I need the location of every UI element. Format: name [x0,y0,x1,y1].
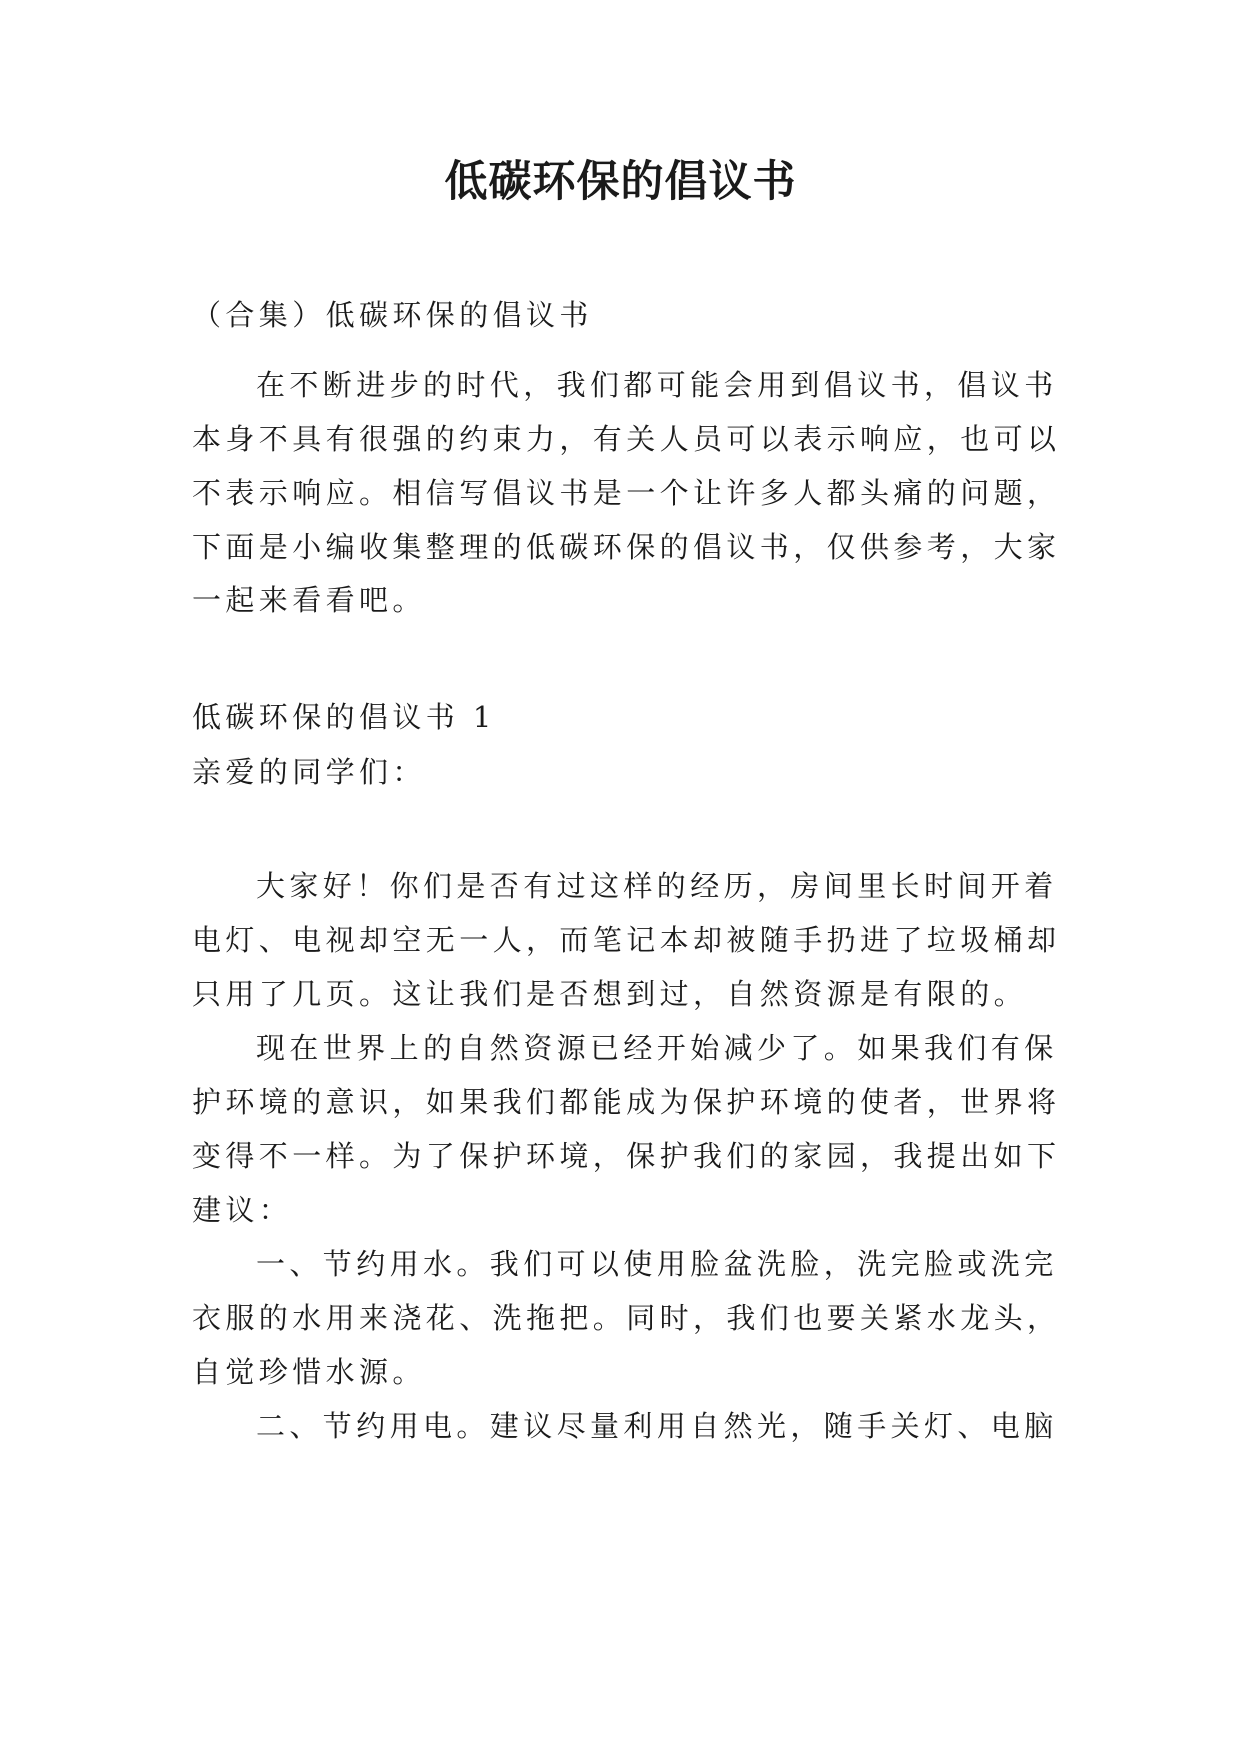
body-line: 电灯、电视却空无一人，而笔记本却被随手扔进了垃圾桶却 [192,923,1061,957]
body-line: 现在世界上的自然资源已经开始减少了。如果我们有保 [256,1031,1058,1065]
document-subtitle: （合集）低碳环保的倡议书 [192,298,593,332]
body-line: 护环境的意识，如果我们都能成为保护环境的使者，世界将 [192,1085,1061,1119]
body-line: 建议： [192,1193,293,1227]
body-line: 只用了几页。这让我们是否想到过，自然资源是有限的。 [192,977,1028,1011]
intro-line: 下面是小编收集整理的低碳环保的倡议书，仅供参考，大家 [192,530,1061,564]
intro-line: 一起来看看吧。 [192,583,426,617]
intro-line: 在不断进步的时代，我们都可能会用到倡议书，倡议书 [256,368,1058,402]
intro-line: 本身不具有很强的约束力，有关人员可以表示响应，也可以 [192,422,1061,456]
section-heading: 低碳环保的倡议书 1 [192,700,496,734]
body-line: 衣服的水用来浇花、洗拖把。同时，我们也要关紧水龙头， [192,1301,1061,1335]
body-line: 一、节约用水。我们可以使用脸盆洗脸，洗完脸或洗完 [256,1247,1058,1281]
intro-line: 不表示响应。相信写倡议书是一个让许多人都头痛的问题， [192,476,1061,510]
body-line: 大家好！你们是否有过这样的经历，房间里长时间开着 [256,869,1058,903]
body-line: 自觉珍惜水源。 [192,1355,426,1389]
body-line: 二、节约用电。建议尽量利用自然光，随手关灯、电脑 [256,1409,1058,1443]
salutation: 亲爱的同学们： [192,755,426,789]
body-line: 变得不一样。为了保护环境，保护我们的家园，我提出如下 [192,1139,1061,1173]
document-title: 低碳环保的倡议书 [444,157,797,207]
